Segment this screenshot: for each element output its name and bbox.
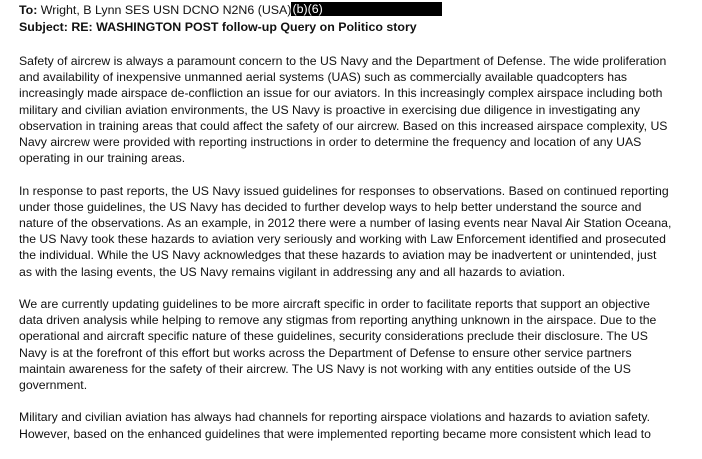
text-line: Navy is at the forefront of this effort but works across the Department of Defense to ensure other service partners <box>19 345 632 360</box>
text-line: the individual. While the US Navy acknowledges that these hazards to aviation may be inadvertent or unintended, just <box>19 248 657 263</box>
text-line: operational and aircraft specific nature of these guidelines, security considerations preclude their disclosure. The US <box>19 329 648 344</box>
to-line <box>19 2 699 19</box>
text-line: government. <box>19 378 88 393</box>
email-body <box>19 53 689 458</box>
redaction-block <box>324 2 442 16</box>
text-line: Safety of aircrew is always a paramount concern to the US Navy and the Department of Defense. The wide proliferation <box>19 54 667 68</box>
text-line: observation in training areas that could affect the safety of our aircrew. Based on this increased airspace complexity, US <box>19 118 668 133</box>
redaction-code: (b)(6) <box>292 2 323 16</box>
text-line: nature of the observations. As an example, in 2012 there were a number of lasing events near Naval Air Station Oceana, <box>19 216 672 231</box>
text-line: data driven analysis while helping to remove any stigmas from reporting anything unknown in the airspace. Due to the <box>19 313 657 328</box>
to-value: Wright, B Lynn SES USN DCNO N2N6 (USA) <box>40 3 292 17</box>
subject-line <box>19 19 699 36</box>
to-label: To: <box>19 3 38 17</box>
text-line: Military and civilian aviation has always had channels for reporting airspace violations and hazards to aviation safety. <box>19 410 650 425</box>
paragraph-1 <box>19 53 689 166</box>
email-header <box>19 2 699 36</box>
subject-label: Subject: <box>19 20 68 34</box>
paragraph-4 <box>19 409 689 441</box>
subject-value: RE: WASHINGTON POST follow-up Query on Politico story <box>71 20 417 34</box>
text-line: and availability of inexpensive unmanned aerial systems (UAS) such as commercially available quadcopters has <box>19 70 628 85</box>
text-line: as with the lasing events, the US Navy remains vigilant in addressing any and all hazards to aviation. <box>19 264 566 279</box>
text-line: In response to past reports, the US Navy issued guidelines for responses to observations. Based on continued reporting <box>19 183 669 198</box>
text-line: under those guidelines, the US Navy has decided to further develop ways to help better understand the source and <box>19 199 642 214</box>
text-line: operating in our training areas. <box>19 151 186 166</box>
text-line: Navy aircrew were provided with reporting instructions in order to determine the frequency and location of any UAS <box>19 135 642 150</box>
text-line: However, based on the enhanced guidelines that were implemented reporting became more consistent which lead to <box>19 426 651 441</box>
paragraph-2 <box>19 183 689 280</box>
text-line: increasingly made airspace de-confliction an issue for our aviators. In this increasingly complex airspace including both <box>19 86 663 101</box>
text-line: maintain awareness for the safety of their aircrew. The US Navy is not working with any entities outside of the US <box>19 361 631 376</box>
paragraph-3 <box>19 296 689 393</box>
text-line: We are currently updating guidelines to be more aircraft specific in order to facilitate reports that support an objective <box>19 297 650 312</box>
text-line: military and civilian aviation environments, the US Navy is proactive in exercising due diligence in investigating any <box>19 102 640 117</box>
text-line: the US Navy took these hazards to aviation very seriously and working with Law Enforcement identified and prosecuted <box>19 232 666 247</box>
